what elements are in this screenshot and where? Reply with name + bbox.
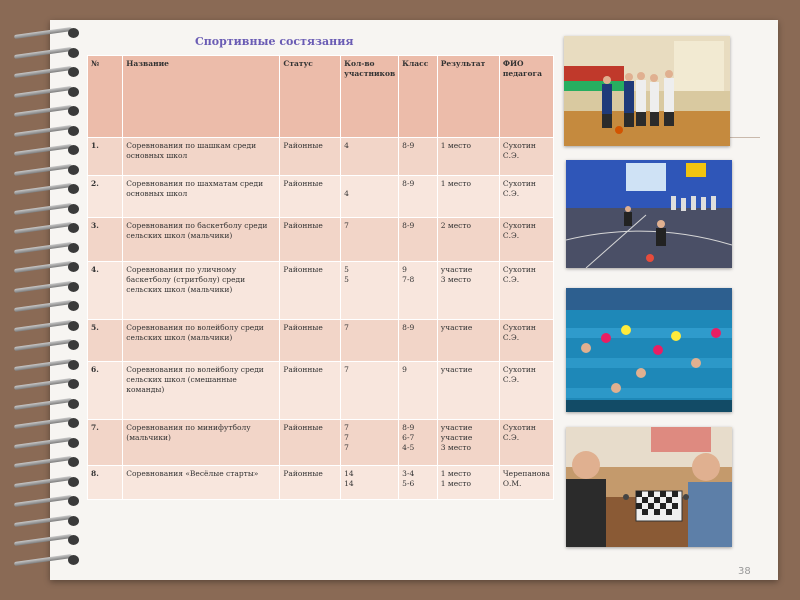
- spiral-coil: [14, 262, 84, 272]
- competition-name: Соревнования по шахматам среди основных школ: [123, 176, 280, 218]
- participant-count: [341, 362, 399, 420]
- participant-count: [341, 218, 399, 262]
- coil-hole: [68, 321, 79, 331]
- coil-hole: [68, 418, 79, 428]
- grade-line: 7-8: [402, 275, 415, 285]
- grade-line: 8-9: [402, 141, 415, 150]
- result-line: участие: [440, 423, 473, 432]
- coil-wire: [14, 358, 72, 370]
- teacher-name: Сухотин С.Э.: [499, 320, 553, 362]
- spiral-coil: [14, 555, 84, 565]
- table-row: [88, 218, 554, 262]
- checkers-game-photo: [566, 427, 732, 547]
- row-number: 8.: [88, 466, 123, 500]
- teacher-name: Сухотин С.Э.: [499, 176, 553, 218]
- result-line: 1 место: [440, 469, 471, 478]
- result: [437, 420, 499, 466]
- header-number: №: [88, 56, 123, 138]
- competition-name: Соревнования «Весёлые старты»: [123, 466, 280, 500]
- participant-count: [341, 320, 399, 362]
- row-number: 5.: [88, 320, 123, 362]
- table-row: [88, 320, 554, 362]
- spiral-coil: [14, 282, 84, 292]
- spiral-binding: [0, 20, 90, 580]
- coil-hole: [68, 67, 79, 77]
- spiral-coil: [14, 321, 84, 331]
- grade: [399, 420, 438, 466]
- coil-wire: [14, 85, 72, 97]
- spiral-coil: [14, 48, 84, 58]
- coil-wire: [14, 66, 72, 78]
- participant-count-line: 7: [344, 443, 349, 453]
- competition-status: Районные: [280, 138, 341, 176]
- coil-wire: [14, 436, 72, 448]
- spiral-coil: [14, 516, 84, 526]
- coil-hole: [68, 535, 79, 545]
- competition-name: Соревнования по минифутболу (мальчики): [123, 420, 280, 466]
- coil-wire: [14, 553, 72, 565]
- grade-line: 5-6: [402, 479, 415, 489]
- competition-status: Районные: [280, 362, 341, 420]
- result-line: участие: [440, 323, 473, 332]
- coil-hole: [68, 399, 79, 409]
- grade: [399, 138, 438, 176]
- spiral-coil: [14, 399, 84, 409]
- grade: [399, 218, 438, 262]
- spiral-coil: [14, 301, 84, 311]
- spiral-coil: [14, 438, 84, 448]
- spiral-coil: [14, 418, 84, 428]
- page-number: 38: [738, 566, 751, 577]
- spiral-coil: [14, 28, 84, 38]
- table-row: [88, 176, 554, 218]
- spiral-coil: [14, 204, 84, 214]
- competition-status: Районные: [280, 262, 341, 320]
- participant-count-line: [344, 179, 395, 189]
- coil-wire: [14, 397, 72, 409]
- result: [437, 218, 499, 262]
- coil-wire: [14, 27, 72, 39]
- gym-game-photo: [566, 160, 732, 268]
- competition-status: Районные: [280, 320, 341, 362]
- coil-hole: [68, 477, 79, 487]
- result-line: 1 место: [440, 179, 471, 188]
- result-line: участие: [440, 265, 473, 274]
- grade-line: 8-9: [402, 221, 415, 230]
- result: [437, 262, 499, 320]
- table-row: [88, 420, 554, 466]
- coil-wire: [14, 514, 72, 526]
- participant-count-line: 7: [344, 365, 349, 374]
- result: [437, 362, 499, 420]
- result: [437, 320, 499, 362]
- participant-count: [341, 420, 399, 466]
- coil-wire: [14, 222, 72, 234]
- row-number: 1.: [88, 138, 123, 176]
- participant-count-line: 7: [344, 221, 349, 230]
- competition-name: Соревнования по волейболу среди сельских школ (мальчики): [123, 320, 280, 362]
- coil-hole: [68, 379, 79, 389]
- basketball-team-photo: [564, 36, 730, 146]
- header-name: Название: [123, 56, 280, 138]
- participant-count-line: 4: [344, 189, 349, 199]
- coil-hole: [68, 360, 79, 370]
- result: [437, 176, 499, 218]
- spiral-coil: [14, 477, 84, 487]
- grade-line: 8-9: [402, 323, 415, 332]
- grade: [399, 262, 438, 320]
- participant-count-line: 7: [344, 433, 349, 443]
- participant-count: [341, 262, 399, 320]
- header-teacher: ФИО педагога: [499, 56, 553, 138]
- participant-count-line: 4: [344, 141, 349, 150]
- coil-hole: [68, 262, 79, 272]
- participant-count: [341, 466, 399, 500]
- header-count: Кол-во участников: [341, 56, 399, 138]
- coil-hole: [68, 204, 79, 214]
- coil-hole: [68, 126, 79, 136]
- header-result: Результат: [437, 56, 499, 138]
- spiral-coil: [14, 340, 84, 350]
- grade: [399, 320, 438, 362]
- coil-wire: [14, 241, 72, 253]
- coil-wire: [14, 46, 72, 58]
- spiral-coil: [14, 126, 84, 136]
- teacher-name: Сухотин С.Э.: [499, 420, 553, 466]
- result: [437, 466, 499, 500]
- teacher-name: Сухотин С.Э.: [499, 362, 553, 420]
- teacher-name: Сухотин С.Э.: [499, 218, 553, 262]
- spiral-coil: [14, 243, 84, 253]
- table-row: [88, 138, 554, 176]
- competition-status: Районные: [280, 466, 341, 500]
- grade-line: 8-9: [402, 179, 415, 188]
- coil-hole: [68, 28, 79, 38]
- table-row: [88, 466, 554, 500]
- competition-name: Соревнования по баскетболу среди сельских школ (мальчики): [123, 218, 280, 262]
- grade-line: 4-5: [402, 443, 415, 453]
- result: [437, 138, 499, 176]
- coil-hole: [68, 106, 79, 116]
- result-line: 1 место: [440, 141, 471, 150]
- coil-wire: [14, 144, 72, 156]
- coil-wire: [14, 378, 72, 390]
- row-number: 3.: [88, 218, 123, 262]
- coil-wire: [14, 300, 72, 312]
- table-header-row: [88, 56, 554, 138]
- coil-wire: [14, 417, 72, 429]
- grade: [399, 466, 438, 500]
- grade-line: 3-4: [402, 469, 415, 478]
- coil-hole: [68, 555, 79, 565]
- coil-hole: [68, 165, 79, 175]
- swimming-pool-photo: [566, 288, 732, 412]
- spiral-coil: [14, 184, 84, 194]
- spiral-coil: [14, 535, 84, 545]
- coil-hole: [68, 87, 79, 97]
- participant-count-line: 7: [344, 323, 349, 332]
- coil-hole: [68, 516, 79, 526]
- coil-hole: [68, 184, 79, 194]
- spiral-coil: [14, 67, 84, 77]
- competitions-table: [87, 55, 554, 500]
- result-line: участие: [440, 433, 473, 443]
- spiral-coil: [14, 145, 84, 155]
- participant-count-line: 5: [344, 275, 349, 285]
- grade-line: 9: [402, 265, 407, 274]
- header-grade: Класс: [399, 56, 438, 138]
- row-number: 2.: [88, 176, 123, 218]
- teacher-name: Сухотин С.Э.: [499, 262, 553, 320]
- coil-wire: [14, 163, 72, 175]
- competition-status: Районные: [280, 218, 341, 262]
- coil-hole: [68, 457, 79, 467]
- coil-hole: [68, 48, 79, 58]
- coil-hole: [68, 243, 79, 253]
- coil-wire: [14, 319, 72, 331]
- participant-count-line: 14: [344, 479, 354, 489]
- competition-name: Соревнования по шашкам среди основных школ: [123, 138, 280, 176]
- coil-wire: [14, 280, 72, 292]
- teacher-name: Сухотин С.Э.: [499, 138, 553, 176]
- coil-hole: [68, 438, 79, 448]
- result-line: 3 место: [440, 443, 471, 453]
- coil-hole: [68, 496, 79, 506]
- spiral-coil: [14, 165, 84, 175]
- grade: [399, 362, 438, 420]
- grade: [399, 176, 438, 218]
- spiral-coil: [14, 360, 84, 370]
- row-number: 6.: [88, 362, 123, 420]
- coil-wire: [14, 339, 72, 351]
- table-row: [88, 262, 554, 320]
- competition-status: Районные: [280, 420, 341, 466]
- participant-count-line: 5: [344, 265, 349, 274]
- participant-count-line: 14: [344, 469, 354, 478]
- coil-hole: [68, 301, 79, 311]
- coil-wire: [14, 495, 72, 507]
- result-line: 2 место: [440, 221, 471, 230]
- spiral-coil: [14, 106, 84, 116]
- header-status: Статус: [280, 56, 341, 138]
- spiral-coil: [14, 496, 84, 506]
- row-number: 4.: [88, 262, 123, 320]
- table-row: [88, 362, 554, 420]
- coil-hole: [68, 145, 79, 155]
- participant-count-line: 7: [344, 423, 349, 432]
- page-title: Спортивные состязания: [195, 35, 354, 48]
- result-line: 1 место: [440, 479, 471, 489]
- result-line: участие: [440, 365, 473, 374]
- coil-wire: [14, 183, 72, 195]
- coil-hole: [68, 340, 79, 350]
- coil-wire: [14, 475, 72, 487]
- coil-wire: [14, 261, 72, 273]
- row-number: 7.: [88, 420, 123, 466]
- coil-wire: [14, 105, 72, 117]
- grade-line: 9: [402, 365, 407, 374]
- spiral-coil: [14, 379, 84, 389]
- competition-status: Районные: [280, 176, 341, 218]
- grade-line: 8-9: [402, 423, 415, 432]
- teacher-name: Черепанова О.М.: [499, 466, 553, 500]
- coil-wire: [14, 124, 72, 136]
- coil-wire: [14, 456, 72, 468]
- result-line: 3 место: [440, 275, 471, 285]
- coil-hole: [68, 223, 79, 233]
- spiral-coil: [14, 457, 84, 467]
- coil-wire: [14, 202, 72, 214]
- participant-count: [341, 176, 399, 218]
- participant-count: [341, 138, 399, 176]
- coil-hole: [68, 282, 79, 292]
- spiral-coil: [14, 223, 84, 233]
- coil-wire: [14, 534, 72, 546]
- competition-name: Соревнования по волейболу среди сельских школ (смешанные команды): [123, 362, 280, 420]
- competition-name: Соревнования по уличному баскетболу (стритболу) среди сельских школ (мальчики): [123, 262, 280, 320]
- grade-line: 6-7: [402, 433, 415, 443]
- spiral-coil: [14, 87, 84, 97]
